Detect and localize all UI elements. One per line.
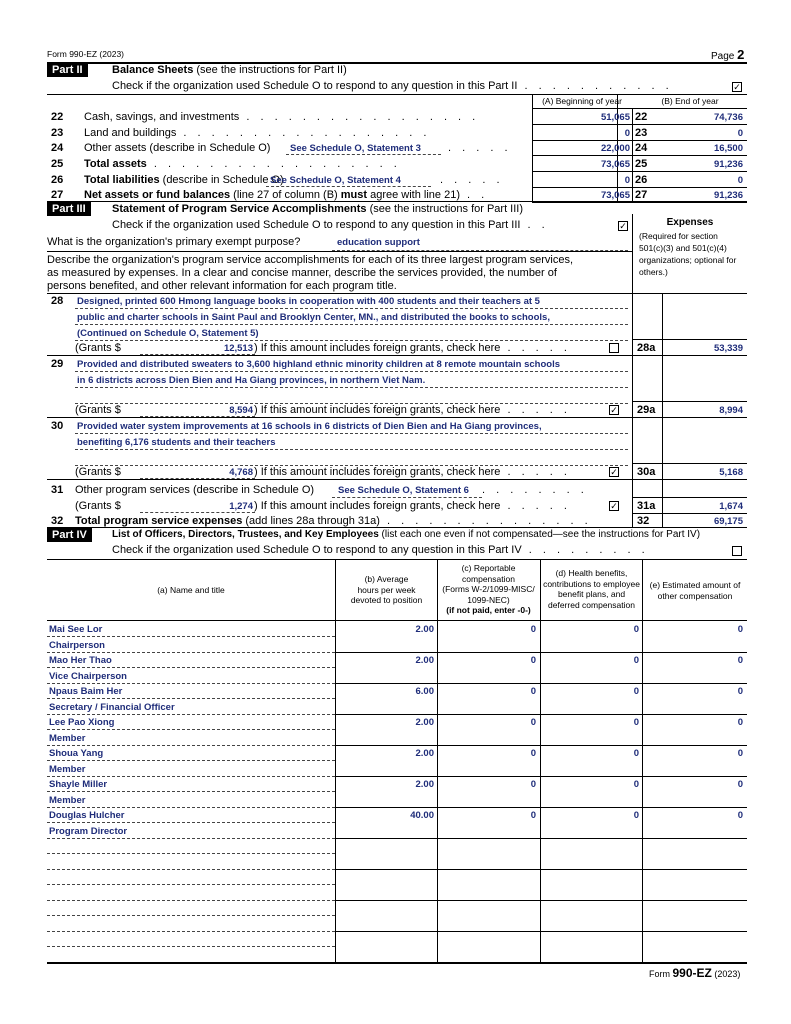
part4-col-header-line: devoted to position [350, 595, 423, 605]
program-amount[interactable]: 8,994 [719, 405, 743, 416]
officer-compensation[interactable]: 0 [530, 686, 536, 697]
line31-fill[interactable]: See Schedule O, Statement 6 [338, 485, 469, 496]
describe-line: Describe the organization's program service accomplishments for each of its three largest program services, [47, 254, 574, 266]
program-desc-line[interactable]: public and charter schools in Saint Paul and Brooklyn Center, MN., and distributed the books to schools, [77, 312, 550, 323]
p2-col-b-value[interactable]: 74,736 [713, 112, 743, 123]
officer-name[interactable]: Mai See Lor [49, 624, 103, 635]
part4-check-text: Check if the organization used Schedule O to respond to any question in this Part IV . . . . . . . . . [112, 544, 649, 556]
grants-amount[interactable]: 8,594 [229, 405, 253, 416]
part3-schedule-o-checkbox[interactable]: ✓ [619, 221, 627, 231]
purpose-question: What is the organization's primary exempt purpose? [47, 236, 301, 248]
officer-hours[interactable]: 40.00 [410, 810, 434, 821]
officer-other-comp[interactable]: 0 [737, 717, 743, 728]
part4-col-header-line: contributions to employee [543, 578, 640, 589]
program-desc-line[interactable]: benefiting 6,176 students and their teachers [77, 437, 276, 448]
officer-title[interactable]: Member [49, 764, 86, 775]
part2-title: Balance Sheets (see the instructions for Part II) [112, 64, 347, 76]
p2-line-num: 24 [51, 142, 64, 154]
officer-hours[interactable]: 2.00 [415, 717, 434, 728]
col-b-header: (B) End of year [661, 96, 719, 106]
line31-amount[interactable]: 1,674 [719, 501, 743, 512]
program-desc-line[interactable]: in 6 districts across Dien Bien and Ha Giang provinces, in northern Viet Nam. [77, 375, 426, 386]
p2-col-a-value[interactable]: 73,065 [600, 159, 630, 170]
officer-title[interactable]: Secretary / Financial Officer [49, 702, 175, 713]
form-id: Form 990-EZ (2023) [47, 49, 124, 59]
line31-num: 31 [51, 484, 64, 496]
p2-col-b-value[interactable]: 91,236 [713, 159, 743, 170]
p2-col-b-value[interactable]: 0 [737, 128, 743, 139]
part3-title: Statement of Program Service Accomplishments (see the instructions for Part III) [112, 203, 524, 215]
part4-col-header-line: (d) Health benefits, [555, 568, 628, 578]
p2-line-num: 22 [51, 111, 64, 123]
officer-hours[interactable]: 2.00 [415, 748, 434, 759]
p2-col-b-value[interactable]: 91,236 [713, 190, 743, 201]
program-desc-line[interactable]: Provided and distributed sweaters to 3,600 highland ethnic minority children at 8 remote mountain schools [77, 359, 561, 370]
p2-line-ref: 22 [635, 111, 648, 123]
part4-col-header-line: compensation [462, 573, 515, 584]
p2-line-ref: 26 [635, 174, 648, 186]
line32-label: Total program service expenses (add lines 28a through 31a) . . . . . . . . . . . . . . . [75, 515, 592, 527]
officer-compensation[interactable]: 0 [530, 655, 536, 666]
part4-col-header-line: (c) Reportable [461, 563, 516, 573]
empty-row-line[interactable] [47, 915, 335, 916]
p2-line-label: Total assets . . . . . . . . . . . . . . . . . . [84, 158, 401, 170]
officer-other-comp[interactable]: 0 [737, 655, 743, 666]
grants-tail: ) If this amount includes foreign grants, check here . . . . . [254, 404, 571, 416]
p2-line-label: Other assets (describe in Schedule O) [84, 142, 271, 154]
p2-col-a-value[interactable]: 0 [624, 175, 630, 186]
part4-schedule-o-checkbox[interactable] [732, 546, 742, 556]
describe-line: persons benefited, and other relevant information for each program title. [47, 280, 397, 292]
officer-name[interactable]: Mao Her Thao [49, 655, 112, 666]
part4-col-header-line: (b) Average [364, 574, 409, 584]
officer-title[interactable]: Program Director [49, 826, 128, 837]
form-footer: Form 990-EZ (2023) [649, 966, 741, 980]
line32-amount[interactable]: 69,175 [713, 516, 743, 527]
foreign-grants-checkbox[interactable]: ✓ [610, 467, 618, 477]
p2-line-num: 23 [51, 127, 64, 139]
part4-col-header-line: 1099-NEC) [467, 594, 510, 605]
p2-col-a-value[interactable]: 22,000 [600, 143, 630, 154]
officer-title[interactable]: Member [49, 733, 86, 744]
program-num: 28 [51, 295, 64, 307]
program-num: 30 [51, 420, 64, 432]
officer-name[interactable]: Shoua Yang [49, 748, 104, 759]
officer-name[interactable]: Douglas Hulcher [49, 810, 125, 821]
line31-foreign-checkbox[interactable]: ✓ [610, 501, 618, 511]
line32-num: 32 [51, 515, 64, 527]
grants-amount[interactable]: 4,768 [229, 467, 253, 478]
p2-col-b-value[interactable]: 16,500 [713, 143, 743, 154]
officer-name[interactable]: Npaus Baim Her [49, 686, 123, 697]
program-amount[interactable]: 53,339 [713, 343, 743, 354]
officer-compensation[interactable]: 0 [530, 717, 536, 728]
officer-benefits[interactable]: 0 [633, 624, 639, 635]
p2-line-num: 27 [51, 189, 64, 201]
officer-hours[interactable]: 2.00 [415, 779, 434, 790]
empty-row-line[interactable] [47, 946, 335, 947]
expenses-note-line: 501(c)(3) and 501(c)(4) [639, 243, 727, 253]
officer-other-comp[interactable]: 0 [737, 779, 743, 790]
officer-other-comp[interactable]: 0 [737, 686, 743, 697]
grants-amount[interactable]: 12,513 [223, 343, 253, 354]
program-desc-line[interactable]: Provided water system improvements at 16 schools in 6 districts of Dien Bien and Ha Giang provinces, [77, 421, 542, 432]
line31-label: Other program services (describe in Schedule O) [75, 484, 315, 496]
empty-row-line[interactable] [47, 869, 335, 870]
part4-col-header-line: deferred compensation [548, 599, 635, 610]
part4-col-header-line: (e) Estimated amount of [649, 580, 741, 590]
officer-benefits[interactable]: 0 [633, 717, 639, 728]
empty-row-line[interactable] [47, 900, 335, 901]
describe-line: as measured by expenses. In a clear and concise manner, describe the services provided, the number of [47, 267, 557, 279]
program-line-ref: 30a [637, 466, 656, 478]
p2-line-label: Net assets or fund balances (line 27 of column (B) must agree with line 21) . . [84, 189, 489, 201]
p2-col-a-value[interactable]: 73,065 [600, 190, 630, 201]
line31-grants-tail: ) If this amount includes foreign grants, check here . . . . . [254, 500, 571, 512]
p2-line-label: Cash, savings, and investments . . . . . . . . . . . . . . . . . [84, 111, 480, 123]
p2-line-ref: 25 [635, 158, 648, 170]
officer-hours[interactable]: 2.00 [415, 624, 434, 635]
p2-line-ref: 24 [635, 142, 648, 154]
expenses-header: Expenses [666, 217, 714, 228]
expenses-note-line: (Required for section [639, 231, 718, 241]
officer-benefits[interactable]: 0 [633, 748, 639, 759]
officer-benefits[interactable]: 0 [633, 655, 639, 666]
foreign-grants-checkbox[interactable] [609, 343, 619, 353]
line31-grants-label: (Grants $ [75, 500, 121, 512]
program-desc-line[interactable]: Designed, printed 600 Hmong language books in cooperation with 400 students and their teachers at 5 [77, 296, 540, 307]
part4-col-header-line: benefit plans, and [557, 589, 626, 599]
part4-col-header-line: (Forms W-2/1099-MISC/ [442, 584, 535, 594]
p2-col-b-value[interactable]: 0 [737, 175, 743, 186]
officer-benefits[interactable]: 0 [633, 686, 639, 697]
grants-label: (Grants $ [75, 466, 121, 478]
officer-other-comp[interactable]: 0 [737, 624, 743, 635]
part3-check-text: Check if the organization used Schedule O to respond to any question in this Part III . . [112, 219, 549, 231]
program-num: 29 [51, 358, 64, 370]
p2-line-ref: 23 [635, 127, 648, 139]
col-name-header: (a) Name and title [157, 585, 225, 595]
officer-title[interactable]: Vice Chairperson [49, 671, 127, 682]
program-line-ref: 28a [637, 342, 656, 354]
officer-benefits[interactable]: 0 [633, 779, 639, 790]
line31-grants[interactable]: 1,274 [229, 501, 253, 512]
part4-col-header-line: hours per week [357, 584, 416, 595]
empty-row-line[interactable] [47, 853, 335, 854]
p2-line-num: 26 [51, 174, 64, 186]
officer-compensation[interactable]: 0 [530, 779, 536, 790]
expenses-note-line: organizations; optional for [639, 255, 737, 265]
officer-other-comp[interactable]: 0 [737, 810, 743, 821]
part2-tag: Part II [47, 63, 88, 77]
p2-line-label: Total liabilities (describe in Schedule O) [84, 174, 284, 186]
officer-other-comp[interactable]: 0 [737, 748, 743, 759]
p2-line-num: 25 [51, 158, 64, 170]
officer-name[interactable]: Lee Pao Xiong [49, 717, 115, 728]
officer-name[interactable]: Shayle Miller [49, 779, 108, 790]
p2-line-fill[interactable]: See Schedule O, Statement 4 [270, 175, 401, 186]
officer-hours[interactable]: 2.00 [415, 655, 434, 666]
p2-line-label: Land and buildings . . . . . . . . . . . . . . . . . . [84, 127, 431, 139]
col-c-bold-note: (if not paid, enter -0-) [446, 605, 531, 615]
part2-schedule-o-checkbox[interactable]: ✓ [733, 82, 741, 92]
grants-label: (Grants $ [75, 404, 121, 416]
p2-line-fill[interactable]: See Schedule O, Statement 3 [290, 143, 421, 154]
officer-compensation[interactable]: 0 [530, 748, 536, 759]
line31-ln: 31a [637, 500, 656, 512]
officer-compensation[interactable]: 0 [530, 810, 536, 821]
program-amount[interactable]: 5,168 [719, 467, 743, 478]
expenses-note-line: others.) [639, 267, 668, 277]
empty-row-line[interactable] [47, 884, 335, 885]
empty-row-line[interactable] [47, 931, 335, 932]
p2-col-a-value[interactable]: 0 [624, 128, 630, 139]
p2-line-ref: 27 [635, 189, 648, 201]
col-a-header: (A) Beginning of year [542, 96, 622, 106]
grants-tail: ) If this amount includes foreign grants, check here . . . . . [254, 342, 571, 354]
purpose-answer[interactable]: education support [337, 237, 420, 248]
page-label: Page 2 [711, 47, 745, 62]
p2-col-a-value[interactable]: 51,065 [600, 112, 630, 123]
grants-tail: ) If this amount includes foreign grants, check here . . . . . [254, 466, 571, 478]
officer-title[interactable]: Member [49, 795, 86, 806]
foreign-grants-checkbox[interactable]: ✓ [610, 405, 618, 415]
grants-label: (Grants $ [75, 342, 121, 354]
officer-hours[interactable]: 6.00 [415, 686, 434, 697]
part4-tag: Part IV [47, 528, 92, 542]
part2-check-text: Check if the organization used Schedule O to respond to any question in this Part II . . . . . . . . . . . [112, 80, 673, 92]
officer-benefits[interactable]: 0 [633, 810, 639, 821]
part4-col-header-line: other compensation [657, 590, 733, 601]
officer-compensation[interactable]: 0 [530, 624, 536, 635]
part4-title: List of Officers, Directors, Trustees, and Key Employees (list each one even if not compensated—see the instructions for Part IV) [112, 529, 701, 540]
officer-title[interactable]: Chairperson [49, 640, 105, 651]
part3-tag: Part III [47, 202, 91, 216]
program-line-ref: 29a [637, 404, 656, 416]
program-desc-line[interactable]: (Continued on Schedule O, Statement 5) [77, 328, 259, 339]
line32-ln: 32 [637, 515, 650, 527]
